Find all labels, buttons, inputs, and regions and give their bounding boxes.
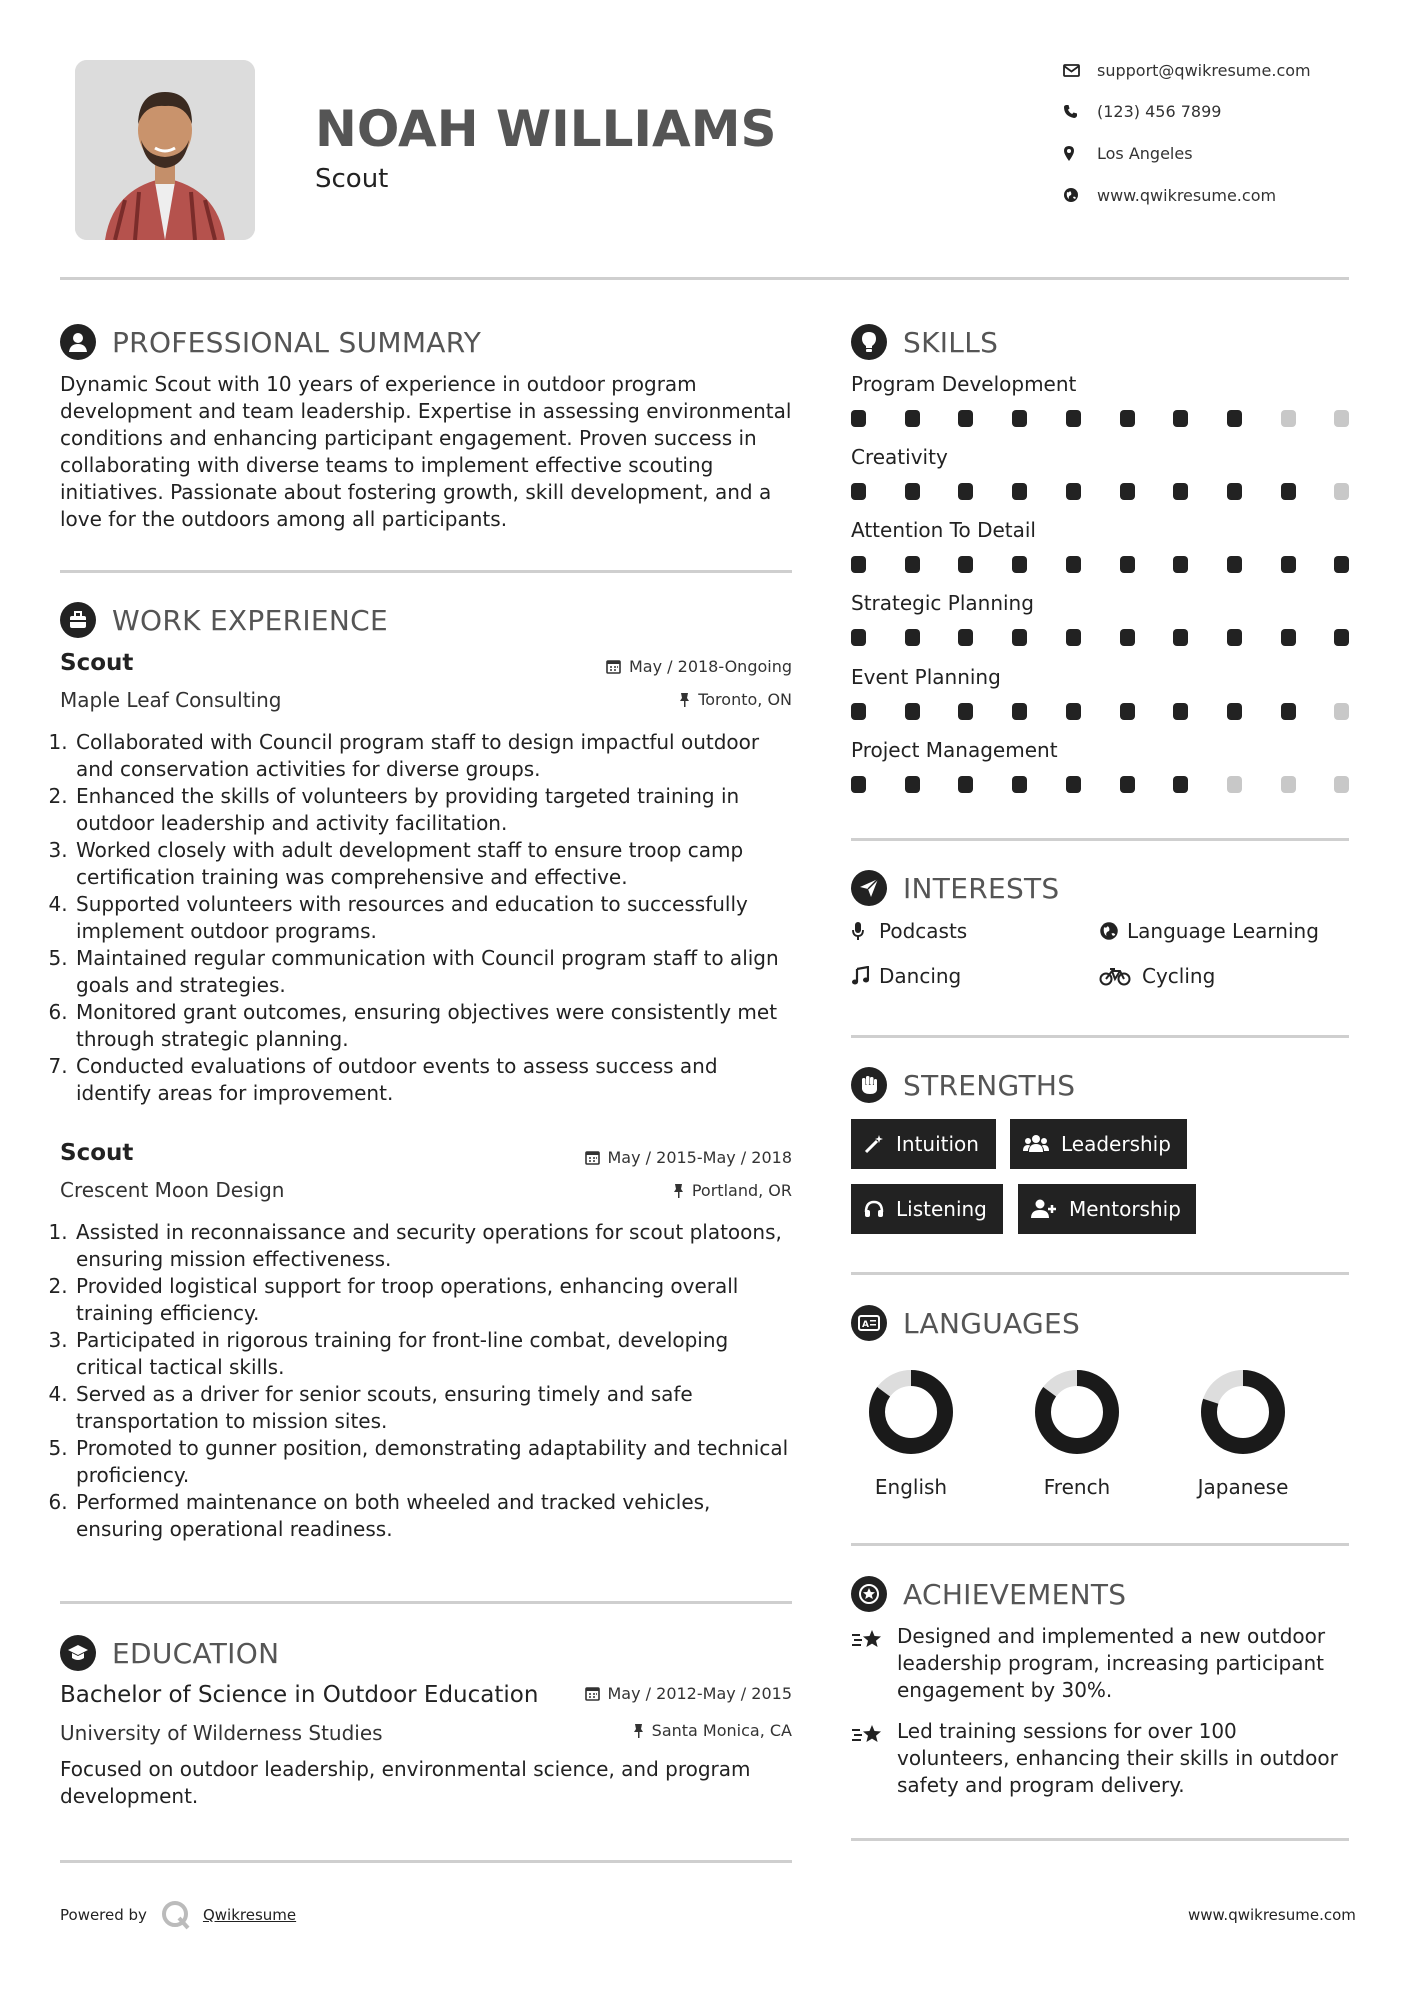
- list-item: 3. Worked closely with adult development staff to ensure troop camp certification training was comprehensive and effective.: [74, 837, 792, 891]
- strength-label: Intuition: [896, 1132, 979, 1156]
- user-plus-icon: [1031, 1199, 1057, 1219]
- degree-title: Bachelor of Science in Outdoor Education: [60, 1682, 539, 1708]
- achievement-text: Designed and implemented a new outdoor leadership program, increasing participant engagement by 30%.: [897, 1624, 1326, 1702]
- achievement-text: Led training sessions for over 100 volunteers, enhancing their skills in outdoor safety and program delivery.: [897, 1719, 1338, 1797]
- briefcase-icon: [60, 602, 96, 638]
- interests-heading: INTERESTS: [903, 871, 1060, 905]
- rating-dot-filled: [851, 703, 866, 720]
- job-duties-list: [56, 729, 792, 1107]
- headphones-icon: [864, 1200, 884, 1218]
- rating-dot-filled: [1120, 629, 1135, 646]
- skill-name: Attention To Detail: [851, 518, 1036, 542]
- skill-rating: [851, 483, 1349, 503]
- qwikresume-logo-icon: [161, 1900, 191, 1930]
- rating-dot-filled: [1012, 556, 1027, 573]
- skill-item: [851, 372, 1349, 430]
- interest-label: Dancing: [879, 964, 962, 988]
- rating-dot-filled: [1066, 776, 1081, 793]
- rating-dot-filled: [1066, 556, 1081, 573]
- interest-item: [851, 962, 961, 990]
- strength-tag: [1010, 1119, 1187, 1169]
- rating-dot-filled: [1066, 629, 1081, 646]
- language-name: Japanese: [1197, 1475, 1289, 1499]
- strength-tag: [1018, 1184, 1196, 1234]
- strength-tag: [851, 1184, 1003, 1234]
- summary-divider: [60, 570, 792, 573]
- rating-dot-filled: [851, 483, 866, 500]
- rating-dot-filled: [958, 556, 973, 573]
- rating-dot-filled: [851, 776, 866, 793]
- bicycle-icon: [1099, 966, 1142, 986]
- contact-email-text: support@qwikresume.com: [1097, 60, 1311, 80]
- profile-photo-illustration: [75, 60, 255, 240]
- job-dates-text: May / 2018-Ongoing: [629, 657, 792, 676]
- skills-divider: [851, 838, 1349, 841]
- contact-phone[interactable]: [1063, 100, 1221, 122]
- profile-photo: [75, 60, 255, 240]
- svg-text:A: A: [862, 1320, 869, 1330]
- contact-location: [1063, 142, 1193, 164]
- interest-label: Language Learning: [1127, 919, 1319, 943]
- contact-phone-text: (123) 456 7899: [1097, 101, 1222, 121]
- lightbulb-icon: [851, 324, 887, 360]
- rating-dot-filled: [1334, 556, 1349, 573]
- list-item: 5. Promoted to gunner position, demonstrating adaptability and technical proficiency.: [74, 1435, 792, 1489]
- job-location-text: Portland, OR: [691, 1181, 792, 1200]
- summary-header: [60, 322, 792, 362]
- list-item: 2. Provided logistical support for troop operations, enhancing overall training efficiency.: [74, 1273, 792, 1327]
- job-dates: [492, 1148, 792, 1167]
- globe-icon: [1063, 187, 1097, 203]
- pushpin-icon: [679, 692, 690, 707]
- rating-dot-filled: [1227, 703, 1242, 720]
- summary-heading: PROFESSIONAL SUMMARY: [112, 325, 482, 359]
- header-divider: [60, 277, 1349, 280]
- education-header: [60, 1633, 792, 1673]
- contact-location-text: Los Angeles: [1097, 143, 1193, 163]
- summary-text: Dynamic Scout with 10 years of experience in outdoor program development and team leadership. Expertise in assessing environmental conditions and enhancing participant engagement. Proven success in collaborating with diverse teams to implement effective scouting initiatives. Passionate about fostering growth, skill development, and a love for the outdoors among all participants.: [60, 372, 792, 531]
- language-icon: [851, 1305, 887, 1341]
- skill-item: [851, 591, 1349, 649]
- rating-dot-filled: [1120, 483, 1135, 500]
- list-item: 5. Maintained regular communication with Council program staff to align goals and strategies.: [74, 945, 792, 999]
- rating-dot-filled: [1173, 556, 1188, 573]
- education-dates-text: May / 2012-May / 2015: [607, 1684, 792, 1703]
- rating-dot-empty: [1334, 703, 1349, 720]
- skill-name: Creativity: [851, 445, 948, 469]
- rating-dot-filled: [1227, 629, 1242, 646]
- education-location: [492, 1721, 792, 1740]
- strength-label: Leadership: [1061, 1132, 1171, 1156]
- contact-website[interactable]: [1063, 184, 1276, 206]
- rating-dot-empty: [1334, 483, 1349, 500]
- language-item: [1173, 1367, 1313, 1499]
- globe-icon: [1099, 921, 1127, 941]
- rating-dot-filled: [1281, 629, 1296, 646]
- language-item: [841, 1367, 981, 1499]
- skill-name: Strategic Planning: [851, 591, 1034, 615]
- rating-dot-filled: [1173, 629, 1188, 646]
- rating-dot-empty: [1334, 776, 1349, 793]
- strength-label: Listening: [896, 1197, 987, 1221]
- rating-dot-filled: [851, 556, 866, 573]
- interest-item: [1099, 962, 1215, 990]
- rating-dot-filled: [1173, 703, 1188, 720]
- rating-dot-filled: [958, 776, 973, 793]
- rating-dot-filled: [851, 629, 866, 646]
- strengths-heading: STRENGTHS: [903, 1068, 1076, 1102]
- list-item: 6. Performed maintenance on both wheeled and tracked vehicles, ensuring operational readiness.: [74, 1489, 792, 1543]
- rating-dot-filled: [1066, 483, 1081, 500]
- rating-dot-filled: [1012, 776, 1027, 793]
- strength-label: Mentorship: [1069, 1197, 1181, 1221]
- job-dates-text: May / 2015-May / 2018: [607, 1148, 792, 1167]
- experience-divider: [60, 1601, 792, 1604]
- pushpin-icon: [673, 1183, 684, 1198]
- rating-dot-filled: [1227, 556, 1242, 573]
- achievements-divider: [851, 1838, 1349, 1841]
- rating-dot-empty: [1281, 776, 1296, 793]
- rating-dot-filled: [1120, 556, 1135, 573]
- list-item: 2. Enhanced the skills of volunteers by providing targeted training in outdoor leadership and activity facilitation.: [74, 783, 792, 837]
- rating-dot-filled: [958, 483, 973, 500]
- rating-dot-filled: [1334, 629, 1349, 646]
- rating-dot-filled: [1227, 410, 1242, 427]
- skill-rating: [851, 629, 1349, 649]
- rating-dot-filled: [1173, 410, 1188, 427]
- rating-dot-filled: [1012, 410, 1027, 427]
- education-dates: [492, 1684, 792, 1703]
- footer-website[interactable]: www.qwikresume.com: [1188, 1906, 1356, 1924]
- skill-item: [851, 665, 1349, 723]
- strength-tag: [851, 1119, 996, 1169]
- graduation-icon: [60, 1635, 96, 1671]
- rating-dot-filled: [1173, 483, 1188, 500]
- rating-dot-empty: [1334, 410, 1349, 427]
- job-company: Maple Leaf Consulting: [60, 688, 282, 712]
- list-item: 3. Participated in rigorous training for front-line combat, developing critical tactical skills.: [74, 1327, 792, 1381]
- list-item: 1. Collaborated with Council program staff to design impactful outdoor and conservation activities for diverse groups.: [74, 729, 792, 783]
- languages-heading: LANGUAGES: [903, 1306, 1081, 1340]
- school-name: University of Wilderness Studies: [60, 1721, 383, 1745]
- rating-dot-empty: [1281, 410, 1296, 427]
- magic-wand-icon: [864, 1134, 884, 1154]
- job-location: [492, 690, 792, 709]
- users-icon: [1023, 1134, 1049, 1154]
- calendar-icon: [585, 1686, 600, 1701]
- rating-dot-filled: [1227, 483, 1242, 500]
- music-note-icon: [851, 966, 879, 986]
- skill-rating: [851, 776, 1349, 796]
- experience-heading: WORK EXPERIENCE: [112, 603, 388, 637]
- education-description: Focused on outdoor leadership, environmental science, and program development.: [60, 1757, 751, 1808]
- interest-label: Podcasts: [879, 919, 968, 943]
- rating-dot-filled: [958, 629, 973, 646]
- rating-dot-filled: [1281, 483, 1296, 500]
- rating-dot-filled: [1120, 703, 1135, 720]
- language-proficiency-ring: [1032, 1367, 1122, 1457]
- skill-item: [851, 738, 1349, 796]
- interest-item: [851, 917, 967, 945]
- rating-dot-filled: [1173, 776, 1188, 793]
- rating-dot-filled: [905, 556, 920, 573]
- interests-header: [851, 868, 1349, 908]
- rating-dot-filled: [1120, 410, 1135, 427]
- rating-dot-filled: [905, 410, 920, 427]
- list-item: 4. Served as a driver for senior scouts, ensuring timely and safe transportation to mission sites.: [74, 1381, 792, 1435]
- rating-dot-filled: [1066, 410, 1081, 427]
- fist-icon: [851, 1067, 887, 1103]
- microphone-icon: [851, 921, 879, 941]
- rating-dot-filled: [1066, 703, 1081, 720]
- rating-dot-filled: [1281, 556, 1296, 573]
- achievement-item: [851, 1623, 1349, 1704]
- pushpin-icon: [633, 1723, 644, 1738]
- candidate-name: NOAH WILLIAMS: [315, 100, 777, 158]
- skill-item: [851, 445, 1349, 503]
- achievements-header: [851, 1574, 1349, 1614]
- strengths-divider: [851, 1272, 1349, 1275]
- experience-header: [60, 600, 792, 640]
- language-proficiency-ring: [1198, 1367, 1288, 1457]
- job-company: Crescent Moon Design: [60, 1178, 285, 1202]
- rating-dot-filled: [1012, 629, 1027, 646]
- rating-dot-filled: [905, 776, 920, 793]
- languages-header: [851, 1303, 1349, 1343]
- map-pin-icon: [1063, 145, 1097, 162]
- shooting-star-icon: [851, 1718, 897, 1799]
- powered-by-label: Powered by: [60, 1906, 147, 1924]
- rating-dot-filled: [1120, 776, 1135, 793]
- languages-divider: [851, 1543, 1349, 1546]
- skill-rating: [851, 410, 1349, 430]
- shooting-star-icon: [851, 1623, 897, 1704]
- language-proficiency-ring: [866, 1367, 956, 1457]
- qwikresume-link[interactable]: Qwikresume: [202, 1906, 297, 1924]
- list-item: 6. Monitored grant outcomes, ensuring objectives were consistently met through strategic planning.: [74, 999, 792, 1053]
- user-icon: [60, 324, 96, 360]
- job-location-text: Toronto, ON: [698, 690, 792, 709]
- achievement-item: [851, 1718, 1349, 1799]
- job-dates: [492, 657, 792, 676]
- rating-dot-filled: [1012, 483, 1027, 500]
- rating-dot-filled: [905, 483, 920, 500]
- job-duties-list: [56, 1219, 792, 1543]
- skill-name: Program Development: [851, 372, 1077, 396]
- envelope-icon: [1063, 64, 1097, 77]
- job-location: [492, 1181, 792, 1200]
- skill-name: Event Planning: [851, 665, 1001, 689]
- rating-dot-filled: [905, 703, 920, 720]
- list-item: 1. Assisted in reconnaissance and security operations for scout platoons, ensuring mission effectiveness.: [74, 1219, 792, 1273]
- footer-powered-by: [60, 1900, 296, 1930]
- strengths-header: [851, 1065, 1349, 1105]
- phone-icon: [1063, 104, 1097, 119]
- rating-dot-filled: [905, 629, 920, 646]
- contact-website-text: www.qwikresume.com: [1097, 185, 1277, 205]
- skills-heading: SKILLS: [903, 325, 999, 359]
- contact-email[interactable]: [1063, 59, 1311, 81]
- skill-name: Project Management: [851, 738, 1058, 762]
- job-title: Scout: [60, 1140, 134, 1166]
- rating-dot-empty: [1227, 776, 1242, 793]
- education-heading: EDUCATION: [112, 1636, 280, 1670]
- interest-item: [1099, 917, 1319, 945]
- skill-rating: [851, 703, 1349, 723]
- interest-label: Cycling: [1142, 964, 1216, 988]
- language-name: English: [874, 1475, 948, 1499]
- rating-dot-filled: [958, 703, 973, 720]
- education-divider: [60, 1860, 792, 1863]
- interests-divider: [851, 1035, 1349, 1038]
- list-item: 7. Conducted evaluations of outdoor events to assess success and identify areas for improvement.: [74, 1053, 792, 1107]
- education-location-text: Santa Monica, CA: [651, 1721, 792, 1740]
- star-badge-icon: [851, 1576, 887, 1612]
- rating-dot-filled: [851, 410, 866, 427]
- job-title: Scout: [60, 650, 134, 676]
- rating-dot-filled: [1012, 703, 1027, 720]
- rating-dot-filled: [1281, 703, 1296, 720]
- candidate-title: Scout: [315, 164, 389, 194]
- calendar-icon: [585, 1150, 600, 1165]
- rating-dot-filled: [958, 410, 973, 427]
- skill-item: [851, 518, 1349, 576]
- list-item: 4. Supported volunteers with resources and education to successfully implement outdoor programs.: [74, 891, 792, 945]
- language-name: French: [1043, 1475, 1111, 1499]
- calendar-icon: [606, 659, 621, 674]
- skill-rating: [851, 556, 1349, 576]
- paper-plane-icon: [851, 870, 887, 906]
- language-item: [1007, 1367, 1147, 1499]
- skills-header: [851, 322, 1349, 362]
- achievements-heading: ACHIEVEMENTS: [903, 1577, 1127, 1611]
